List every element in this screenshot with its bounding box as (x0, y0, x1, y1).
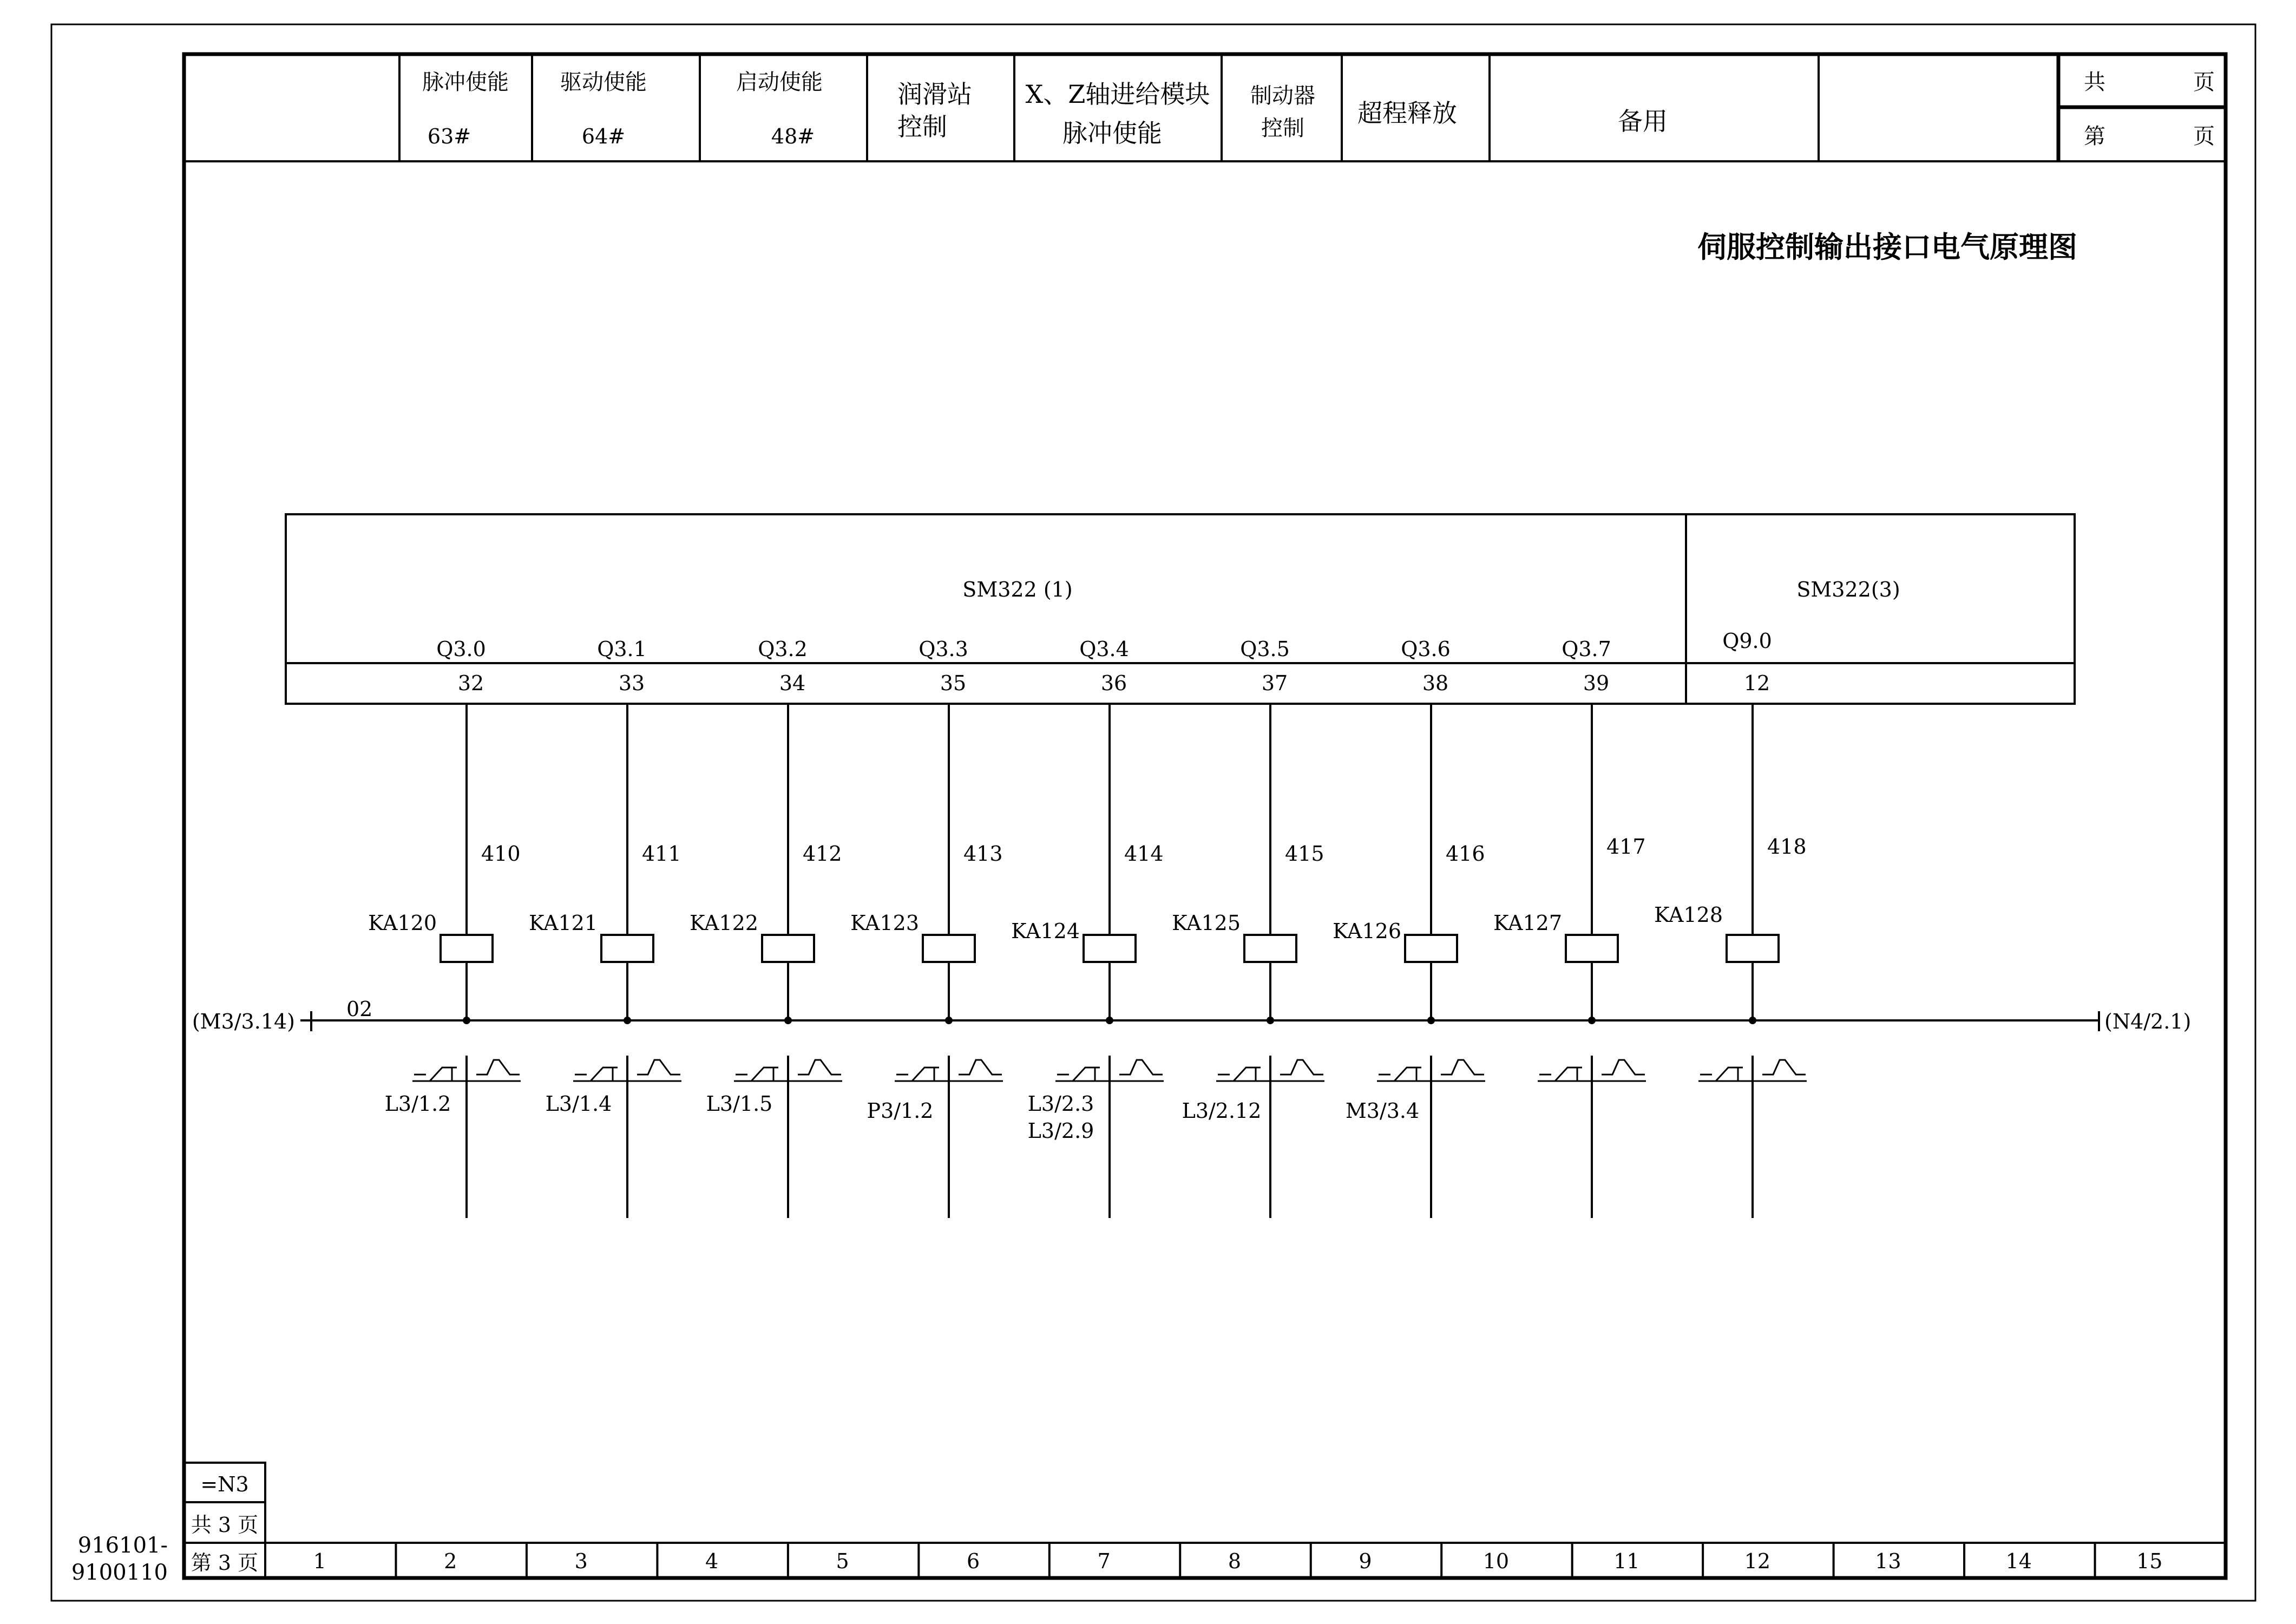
bus-left-ref: (M3/3.14) (192, 1010, 295, 1033)
contact-reference-symbol (412, 1056, 521, 1218)
circuit-ka120 (368, 637, 521, 1218)
contact-cross-reference: P3/1.2 (867, 1099, 934, 1123)
contact-cross-reference: L3/2.9 (1027, 1119, 1094, 1143)
header-col1-line2: 63# (427, 125, 471, 148)
contact-reference-symbol (1538, 1056, 1646, 1218)
circuit-ka128 (1654, 629, 1807, 1218)
output-address: Q3.1 (597, 637, 647, 661)
contact-cross-reference: L3/2.3 (1027, 1092, 1094, 1116)
current-page: 第 3 页 (191, 1551, 259, 1575)
circuit-ka123 (850, 637, 1003, 1218)
footer-column-number: 14 (2005, 1549, 2032, 1573)
header-col4-line2: 控制 (897, 112, 947, 141)
header-col6-line2: 控制 (1261, 116, 1304, 141)
terminal-number: 39 (1583, 671, 1610, 695)
bus-wire-number: 02 (346, 997, 373, 1021)
footer-column-number: 13 (1875, 1549, 1901, 1573)
circuit-ka127 (1493, 637, 1646, 1218)
terminal-number: 32 (457, 671, 484, 695)
page-current-unit: 页 (2193, 124, 2215, 149)
footer-column-number: 11 (1613, 1549, 1640, 1573)
contact-cross-reference: L3/1.5 (706, 1092, 773, 1116)
header-col4-line1: 润滑站 (897, 80, 972, 109)
header-col5-line2: 脉冲使能 (1062, 119, 1162, 148)
output-address: Q3.2 (758, 637, 808, 661)
terminal-number: 36 (1100, 671, 1127, 695)
header-col7-label: 超程释放 (1357, 99, 1457, 128)
header-col6-line1: 制动器 (1250, 83, 1315, 108)
page-title: 伺服控制输出接口电气原理图 (1697, 230, 2077, 264)
page-total-label: 共 (2084, 70, 2105, 95)
footer-column-number: 5 (836, 1549, 849, 1573)
contact-cross-reference: L3/1.2 (384, 1092, 451, 1116)
footer-column-number: 7 (1097, 1549, 1111, 1573)
circuit-ka126 (1333, 637, 1485, 1218)
footer-column-number: 10 (1482, 1549, 1510, 1573)
footer-column-number: 4 (705, 1549, 719, 1573)
output-address: Q3.4 (1079, 637, 1129, 661)
bus-right-ref: (N4/2.1) (2104, 1010, 2192, 1033)
plc-module-block (286, 514, 2075, 704)
terminal-number: 37 (1261, 671, 1288, 695)
wire-number: 410 (481, 842, 521, 866)
contact-reference-symbol (1377, 1056, 1485, 1218)
output-address: Q9.0 (1722, 629, 1772, 653)
footer-column-number: 9 (1359, 1549, 1372, 1573)
footer-block (71, 1463, 2226, 1585)
page-total-unit: 页 (2193, 70, 2215, 95)
relay-coil (1244, 935, 1296, 962)
circuit-ka122 (690, 637, 842, 1218)
footer-column-number: 12 (1744, 1549, 1771, 1573)
wire-number: 418 (1767, 835, 1807, 859)
drawing-number-line2: 9100110 (71, 1560, 168, 1585)
circuit-ka124 (1011, 637, 1164, 1218)
output-address: Q3.3 (919, 637, 968, 661)
neutral-bus (192, 997, 2191, 1033)
wire-number: 413 (963, 842, 1003, 866)
contact-reference-symbol (895, 1056, 1003, 1218)
terminal-number: 34 (779, 671, 806, 695)
output-address: Q3.0 (436, 637, 486, 661)
relay-label: KA121 (529, 911, 598, 935)
relay-label: KA127 (1493, 911, 1562, 935)
contact-reference-symbol (1698, 1056, 1807, 1218)
output-address: Q3.5 (1240, 637, 1290, 661)
header-col1-line1: 脉冲使能 (422, 70, 509, 95)
header-col8-label: 备用 (1618, 107, 1668, 136)
wire-number: 415 (1285, 842, 1324, 866)
relay-label: KA120 (368, 911, 437, 935)
terminal-number: 12 (1743, 671, 1770, 695)
output-address: Q3.7 (1562, 637, 1611, 661)
relay-label: KA126 (1333, 919, 1401, 943)
relay-label: KA123 (850, 911, 919, 935)
wire-number: 411 (642, 842, 681, 866)
relay-label: KA128 (1654, 903, 1723, 927)
terminal-number: 35 (940, 671, 967, 695)
relay-coil (762, 935, 814, 962)
drawing-number-line1: 916101- (77, 1533, 168, 1558)
terminal-number: 38 (1422, 671, 1449, 695)
relay-coil (1405, 935, 1457, 962)
footer-column-number: 1 (313, 1549, 326, 1573)
relay-coil (923, 935, 975, 962)
relay-label: KA124 (1011, 919, 1080, 943)
terminal-number: 33 (618, 671, 645, 695)
relay-coil (601, 935, 653, 962)
drawing-frame (184, 54, 2226, 1578)
wire-number: 412 (803, 842, 842, 866)
output-circuits (368, 629, 1807, 1218)
header-col2-line1: 驱动使能 (560, 70, 647, 95)
wire-number: 417 (1606, 835, 1646, 859)
header-col5-line1: X、Z轴进给模块 (1025, 80, 1210, 109)
module-sm322-3: SM322(3) (1796, 578, 1900, 601)
circuit-ka125 (1172, 637, 1324, 1218)
relay-coil (1727, 935, 1779, 962)
total-pages: 共 3 页 (191, 1513, 259, 1537)
relay-coil (1566, 935, 1618, 962)
header-col2-line2: 64# (581, 125, 626, 148)
header-block (184, 54, 2226, 161)
contact-cross-reference: M3/3.4 (1345, 1099, 1420, 1123)
circuit-ka121 (529, 637, 681, 1218)
relay-label: KA125 (1172, 911, 1241, 935)
footer-column-number: 3 (574, 1549, 588, 1573)
wire-number: 414 (1124, 842, 1164, 866)
contact-cross-reference: L3/1.4 (545, 1092, 612, 1116)
wire-number: 416 (1446, 842, 1485, 866)
output-address: Q3.6 (1401, 637, 1451, 661)
relay-coil (441, 935, 493, 962)
footer-column-number: 2 (444, 1549, 457, 1573)
relay-label: KA122 (690, 911, 758, 935)
footer-column-number: 6 (966, 1549, 980, 1573)
contact-reference-symbol (734, 1056, 842, 1218)
footer-column-number: 8 (1228, 1549, 1242, 1573)
module-sm322-1: SM322 (1) (962, 578, 1073, 601)
header-col3-line2: 48# (771, 125, 815, 148)
footer-column-number: 15 (2136, 1549, 2163, 1573)
header-col3-line1: 启动使能 (736, 70, 823, 95)
relay-coil (1084, 935, 1136, 962)
contact-reference-symbol (1216, 1056, 1324, 1218)
page-current-label: 第 (2084, 124, 2105, 149)
contact-cross-reference: L3/2.12 (1182, 1099, 1262, 1123)
contact-reference-symbol (573, 1056, 681, 1218)
location-code: =N3 (200, 1472, 249, 1496)
